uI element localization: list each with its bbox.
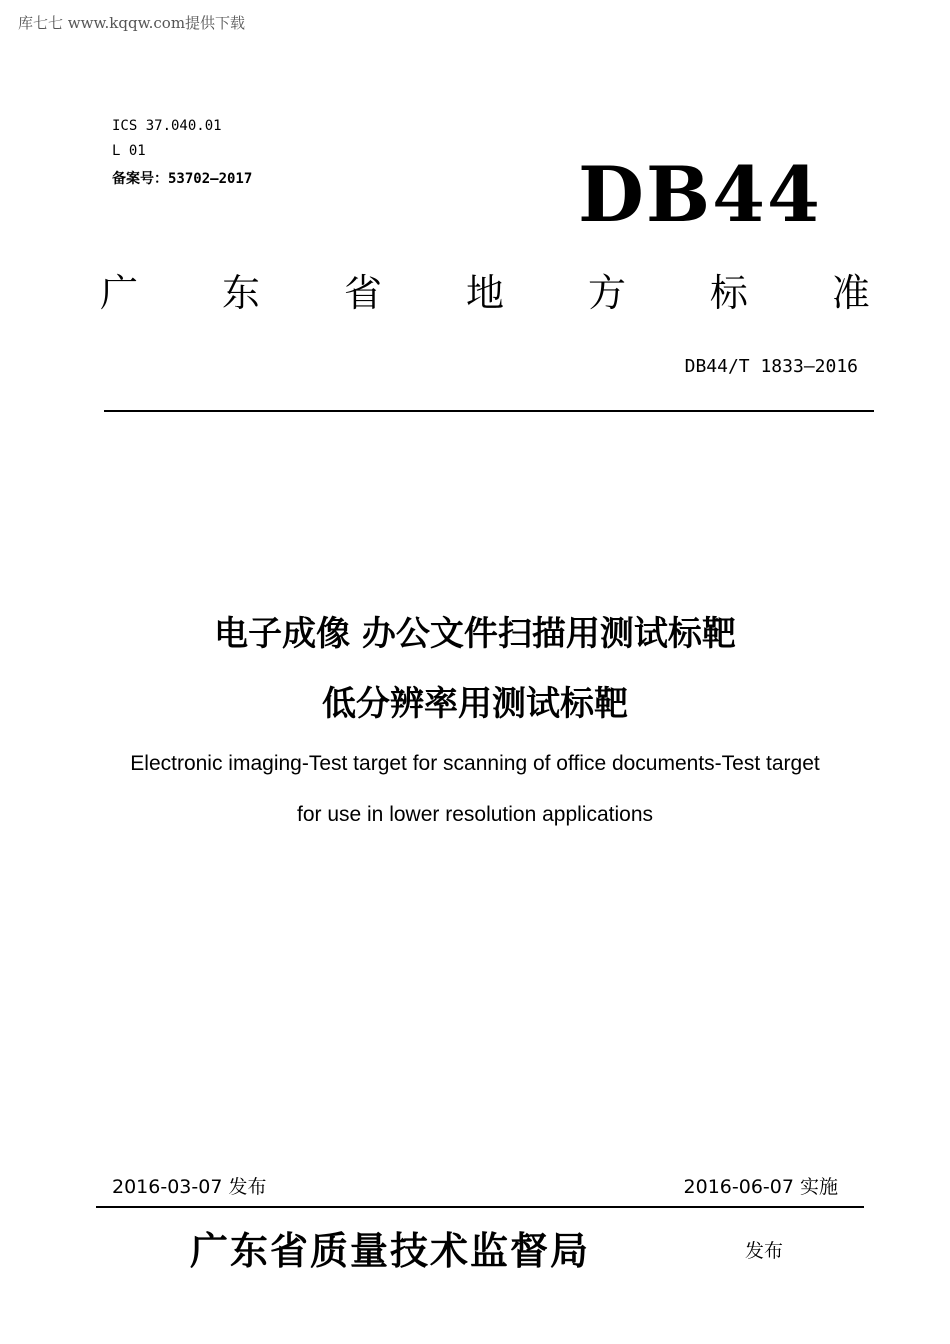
- title-cn-line1: 电子成像 办公文件扫描用测试标靶: [214, 614, 736, 654]
- ccs-code: L 01: [112, 143, 146, 159]
- category-char: 准: [831, 271, 870, 315]
- filing-number: 备案号：53702—2017: [112, 171, 253, 187]
- bottom-divider: [96, 1206, 864, 1208]
- title-en-line1: Electronic imaging-Test target for scanning of office documents-Test target: [130, 752, 820, 775]
- top-divider: [104, 410, 874, 412]
- issuer-name: 广东省质量技术监督局: [190, 1228, 591, 1273]
- standard-number: DB44/T 1833—2016: [684, 356, 858, 377]
- title-en-line2: for use in lower resolution applications: [296, 803, 654, 826]
- standard-category: [100, 262, 870, 317]
- category-char: 地: [465, 271, 504, 315]
- issuer-suffix: 发布: [745, 1240, 784, 1262]
- category-char: 省: [343, 271, 382, 315]
- category-char: 东: [221, 271, 260, 315]
- category-char: 广: [100, 271, 139, 315]
- watermark-text: 库七七 www.kqqw.com提供下载: [18, 14, 246, 32]
- implement-date: 2016-06-07 实施: [683, 1176, 838, 1198]
- category-char: 方: [587, 271, 626, 315]
- category-char: 标: [709, 271, 748, 315]
- standard-code-logo: DB44: [578, 150, 822, 239]
- ics-code: ICS 37.040.01: [112, 118, 222, 134]
- issue-date: 2016-03-07 发布: [112, 1176, 267, 1198]
- title-cn-line2: 低分辨率用测试标靶: [322, 684, 628, 724]
